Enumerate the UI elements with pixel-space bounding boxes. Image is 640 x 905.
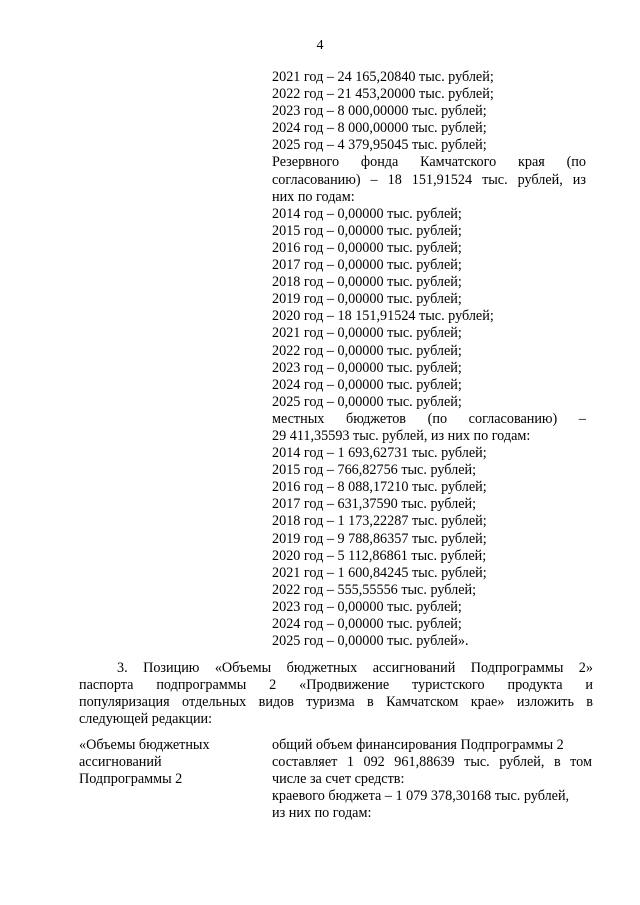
budget-line: 2022 год – 0,00000 тыс. рублей; xyxy=(272,342,462,359)
amendment-paragraph xyxy=(79,660,593,728)
paragraph-line: 3. Позицию «Объемы бюджетных ассигнований Подпрограммы 2» xyxy=(117,660,593,676)
table-right-cell xyxy=(272,737,592,822)
budget-line: 2019 год – 9 788,86357 тыс. рублей; xyxy=(272,530,487,547)
budget-line: них по годам: xyxy=(272,188,355,205)
budget-line: 2014 год – 1 693,62731 тыс. рублей; xyxy=(272,445,487,462)
table-left-line: ассигнований xyxy=(79,754,162,771)
budget-line: 2023 год – 8 000,00000 тыс. рублей; xyxy=(272,103,487,120)
budget-line: 2022 год – 21 453,20000 тыс. рублей; xyxy=(272,86,494,103)
budget-line: 2015 год – 0,00000 тыс. рублей; xyxy=(272,222,462,239)
budget-line: местных бюджетов (по согласованию) – xyxy=(272,410,586,427)
table-right-line: числе за счет средств: xyxy=(272,771,405,788)
budget-line: 2020 год – 5 112,86861 тыс. рублей; xyxy=(272,547,487,564)
page-number: 4 xyxy=(316,38,324,53)
budget-line: 2025 год – 0,00000 тыс. рублей; xyxy=(272,393,462,410)
budget-line: 2017 год – 631,37590 тыс. рублей; xyxy=(272,496,477,513)
budget-line: 2021 год – 1 600,84245 тыс. рублей; xyxy=(272,564,487,581)
budget-line: 2023 год – 0,00000 тыс. рублей; xyxy=(272,598,462,615)
budget-line: 2024 год – 0,00000 тыс. рублей; xyxy=(272,376,462,393)
budget-line: согласованию) – 18 151,91524 тыс. рублей, из xyxy=(272,171,586,188)
table-left-line: Подпрограммы 2 xyxy=(79,771,183,788)
table-left-cell xyxy=(79,737,254,788)
table-right-line: из них по годам: xyxy=(272,805,372,822)
table-right-line: составляет 1 092 961,88639 тыс. рублей, в том xyxy=(272,754,592,771)
budget-line: 2019 год – 0,00000 тыс. рублей; xyxy=(272,291,462,308)
paragraph-line: следующей редакции: xyxy=(79,711,213,728)
paragraph-line: паспорта подпрограммы 2 «Продвижение туристского продукта и xyxy=(79,677,593,694)
budget-line: 2022 год – 555,55556 тыс. рублей; xyxy=(272,581,477,598)
budget-line: 2020 год – 18 151,91524 тыс. рублей; xyxy=(272,308,494,325)
budget-line: 2021 год – 24 165,20840 тыс. рублей; xyxy=(272,69,494,85)
budget-line: 2014 год – 0,00000 тыс. рублей; xyxy=(272,205,462,222)
table-left-line: «Объемы бюджетных xyxy=(79,737,210,753)
budget-line: 2015 год – 766,82756 тыс. рублей; xyxy=(272,462,477,479)
budget-line: 2025 год – 0,00000 тыс. рублей». xyxy=(272,633,469,650)
budget-line: 2024 год – 8 000,00000 тыс. рублей; xyxy=(272,120,487,137)
budget-line: 29 411,35593 тыс. рублей, из них по годам: xyxy=(272,427,531,444)
budget-line: 2018 год – 1 173,22287 тыс. рублей; xyxy=(272,513,487,530)
budget-line: 2025 год – 4 379,95045 тыс. рублей; xyxy=(272,137,487,154)
budget-line: 2017 год – 0,00000 тыс. рублей; xyxy=(272,257,462,274)
budget-line: 2016 год – 8 088,17210 тыс. рублей; xyxy=(272,479,487,496)
budget-line: 2023 год – 0,00000 тыс. рублей; xyxy=(272,359,462,376)
budget-line: 2024 год – 0,00000 тыс. рублей; xyxy=(272,616,462,632)
budget-line: 2016 год – 0,00000 тыс. рублей; xyxy=(272,239,462,256)
budget-line: Резервного фонда Камчатского края (по xyxy=(272,154,586,171)
budget-line: 2021 год – 0,00000 тыс. рублей; xyxy=(272,325,462,342)
budget-line: 2018 год – 0,00000 тыс. рублей; xyxy=(272,274,462,291)
table-right-line: краевого бюджета – 1 079 378,30168 тыс. рублей, xyxy=(272,788,570,805)
paragraph-line: популяризация отдельных видов туризма в Камчатском крае» изложить в xyxy=(79,694,593,711)
table-right-line: общий объем финансирования Подпрограммы 2 xyxy=(272,737,564,753)
budget-breakdown xyxy=(272,69,586,650)
